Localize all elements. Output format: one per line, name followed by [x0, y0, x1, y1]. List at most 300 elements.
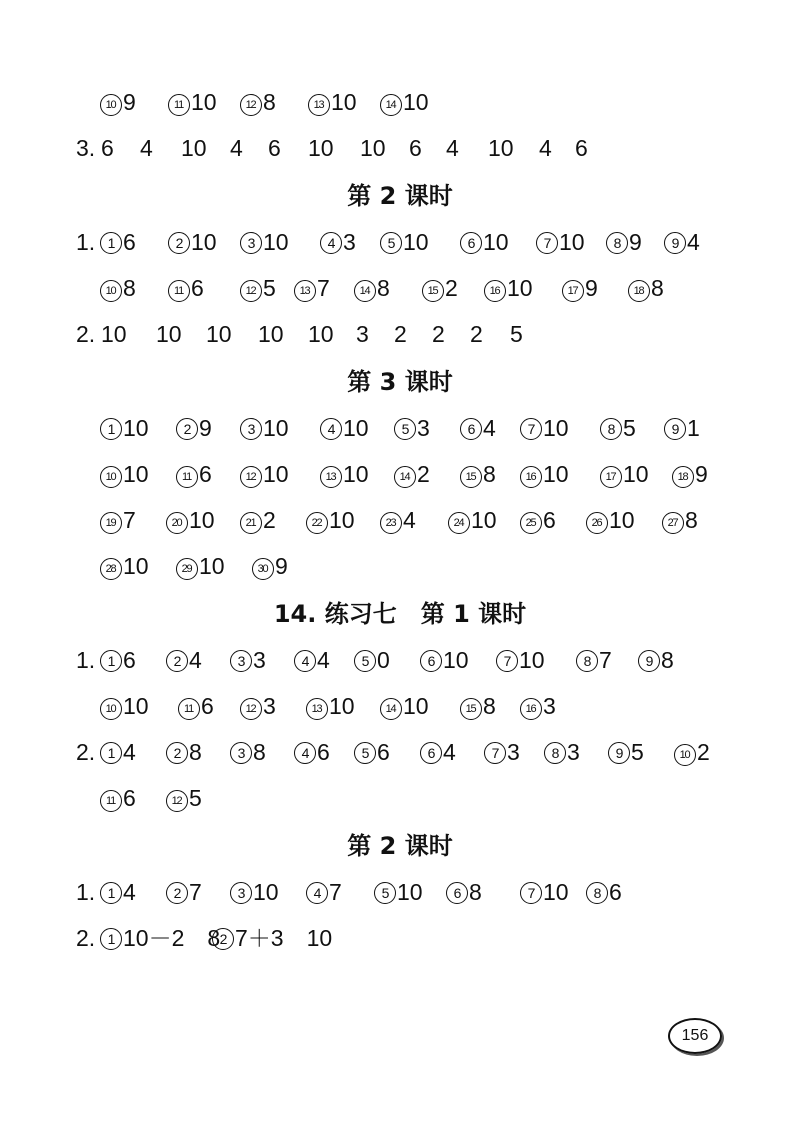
answer-value: 10	[623, 461, 649, 487]
circled-number: 22	[306, 512, 328, 534]
question-number: 2.	[76, 925, 96, 951]
answer-value: 10	[403, 89, 429, 115]
answer-item	[394, 410, 430, 446]
answer-value: 1	[687, 415, 700, 441]
answer-value: 10	[123, 553, 149, 579]
answer-item	[100, 456, 149, 492]
answer-value: 10	[343, 461, 369, 487]
circled-number: 21	[240, 512, 262, 534]
answer-value: 9	[199, 415, 212, 441]
answer-item	[240, 410, 289, 446]
answer-value: 4	[446, 135, 459, 161]
circled-number: 15	[460, 466, 482, 488]
circled-number: 4	[320, 418, 342, 440]
answer-value: 6	[123, 647, 136, 673]
question-number: 2.	[76, 739, 96, 765]
circled-number: 2	[166, 742, 188, 764]
answer-value: 10－2 8	[123, 925, 221, 951]
circled-number: 5	[380, 232, 402, 254]
answer-value: 8	[377, 275, 390, 301]
circled-number: 9	[664, 232, 686, 254]
answer-item	[380, 224, 429, 260]
answer-value: 7	[329, 879, 342, 905]
answer-value: 3	[263, 693, 276, 719]
answer-item	[100, 224, 136, 260]
answer-item	[576, 642, 612, 678]
answer-value: 10	[101, 321, 127, 347]
answer-value: 3	[253, 647, 266, 673]
answer-item	[608, 734, 644, 770]
answer-value: 10	[199, 553, 225, 579]
answer-item	[420, 734, 456, 770]
answer-item	[460, 456, 496, 492]
answer-value: 2	[394, 321, 407, 347]
answer-value: 10	[360, 135, 386, 161]
answer-value: 5	[623, 415, 636, 441]
answer-value: 2	[432, 321, 445, 347]
answer-item	[240, 270, 276, 306]
answer-item	[100, 734, 136, 770]
answer-item	[212, 920, 332, 956]
answer-value: 10	[181, 135, 207, 161]
circled-number: 16	[484, 280, 506, 302]
answer-item	[354, 642, 390, 678]
circled-number: 10	[100, 698, 122, 720]
answer-item	[100, 502, 136, 538]
circled-number: 16	[520, 698, 542, 720]
answer-value: 6	[268, 135, 281, 161]
answer-value: 9	[585, 275, 598, 301]
circled-number: 4	[294, 742, 316, 764]
circled-number: 6	[460, 232, 482, 254]
answer-item	[100, 874, 136, 910]
circled-number: 12	[240, 698, 262, 720]
page-number-badge: 156	[668, 1018, 722, 1054]
answer-item	[100, 688, 149, 724]
answer-value: 4	[539, 135, 552, 161]
circled-number: 2	[176, 418, 198, 440]
circled-number: 5	[394, 418, 416, 440]
answer-item	[294, 642, 330, 678]
question-number: 1.	[76, 647, 96, 673]
answer-value: 8	[651, 275, 664, 301]
answer-value: 10	[191, 89, 217, 115]
circled-number: 1	[100, 928, 122, 950]
circled-number: 1	[100, 882, 122, 904]
answer-value: 8	[661, 647, 674, 673]
circled-number: 5	[354, 650, 376, 672]
circled-number: 7	[520, 882, 542, 904]
answer-value: 10	[308, 135, 334, 161]
circled-number: 14	[380, 698, 402, 720]
answer-item	[240, 456, 289, 492]
section-heading: 第 2 课时	[347, 832, 453, 860]
circled-number: 19	[100, 512, 122, 534]
answer-item	[354, 270, 390, 306]
circled-number: 6	[446, 882, 468, 904]
answer-value: 9	[123, 89, 136, 115]
answer-item	[520, 502, 556, 538]
circled-number: 2	[166, 650, 188, 672]
answer-item	[536, 224, 585, 260]
answer-item	[320, 224, 356, 260]
answer-value: 9	[629, 229, 642, 255]
circled-number: 17	[600, 466, 622, 488]
answer-value: 10	[443, 647, 469, 673]
answer-value: 10	[507, 275, 533, 301]
circled-number: 12	[240, 466, 262, 488]
answer-value: 9	[695, 461, 708, 487]
answer-value: 10	[403, 229, 429, 255]
answer-value: 6	[377, 739, 390, 765]
answer-item	[520, 688, 556, 724]
answer-item	[520, 874, 569, 910]
answer-value: 5	[189, 785, 202, 811]
answer-item	[176, 456, 212, 492]
answer-value: 10	[543, 415, 569, 441]
circled-number: 13	[320, 466, 342, 488]
answer-value: 10	[543, 461, 569, 487]
circled-number: 3	[230, 650, 252, 672]
section-heading: 第 2 课时	[347, 182, 453, 210]
answer-value: 10	[156, 321, 182, 347]
answer-value: 10	[483, 229, 509, 255]
circled-number: 9	[638, 650, 660, 672]
answer-item	[168, 270, 204, 306]
answer-item	[294, 734, 330, 770]
answer-item	[520, 456, 569, 492]
circled-number: 8	[600, 418, 622, 440]
answer-value: 10	[543, 879, 569, 905]
answer-value: 6	[409, 135, 422, 161]
circled-number: 3	[230, 882, 252, 904]
circled-number: 6	[460, 418, 482, 440]
answer-value: 10	[308, 321, 334, 347]
circled-number: 12	[240, 94, 262, 116]
answer-value: 10	[263, 229, 289, 255]
question-number: 1.	[76, 229, 96, 255]
circled-number: 9	[664, 418, 686, 440]
answer-value: 6	[101, 135, 114, 161]
circled-number: 8	[544, 742, 566, 764]
circled-number: 3	[240, 418, 262, 440]
answer-value: 8	[123, 275, 136, 301]
answer-item	[230, 734, 266, 770]
circled-number: 7	[520, 418, 542, 440]
answer-item	[380, 688, 429, 724]
answer-value: 10	[519, 647, 545, 673]
circled-number: 18	[672, 466, 694, 488]
answer-value: 4	[230, 135, 243, 161]
answer-value: 2	[470, 321, 483, 347]
circled-number: 18	[628, 280, 650, 302]
circled-number: 13	[294, 280, 316, 302]
answer-value: 4	[189, 647, 202, 673]
answer-value: 2	[697, 739, 710, 765]
circled-number: 17	[562, 280, 584, 302]
answer-item	[460, 410, 496, 446]
circled-number: 2	[168, 232, 190, 254]
question-number: 1.	[76, 879, 96, 905]
answer-value: 5	[510, 321, 523, 347]
answer-value: 4	[123, 739, 136, 765]
circled-number: 7	[496, 650, 518, 672]
answer-value: 7	[317, 275, 330, 301]
circled-number: 11	[178, 698, 200, 720]
circled-number: 20	[166, 512, 188, 534]
answer-item	[176, 410, 212, 446]
answer-item	[520, 410, 569, 446]
answer-value: 10	[343, 415, 369, 441]
answer-value: 10	[263, 415, 289, 441]
answer-item	[240, 502, 276, 538]
circled-number: 1	[100, 232, 122, 254]
answer-value: 6	[543, 507, 556, 533]
answer-item	[606, 224, 642, 260]
circled-number: 8	[606, 232, 628, 254]
answer-item	[354, 734, 390, 770]
answer-value: 4	[403, 507, 416, 533]
circled-number: 23	[380, 512, 402, 534]
answer-value: 8	[189, 739, 202, 765]
answer-item	[562, 270, 598, 306]
circled-number: 27	[662, 512, 684, 534]
circled-number: 16	[520, 466, 542, 488]
answer-item	[600, 456, 649, 492]
section-heading: 第 3 课时	[347, 368, 453, 396]
answer-item	[674, 734, 710, 770]
answer-item	[176, 548, 225, 584]
circled-number: 14	[354, 280, 376, 302]
answer-value: 2	[445, 275, 458, 301]
circled-number: 1	[100, 650, 122, 672]
answer-item	[252, 548, 288, 584]
circled-number: 10	[100, 280, 122, 302]
circled-number: 5	[374, 882, 396, 904]
answer-item	[586, 502, 635, 538]
answer-item	[306, 502, 355, 538]
circled-number: 28	[100, 558, 122, 580]
answer-value: 10	[403, 693, 429, 719]
answer-value: 10	[123, 461, 149, 487]
answer-value: 4	[317, 647, 330, 673]
section-heading: 14. 练习七 第 1 课时	[273, 600, 527, 628]
circled-number: 8	[586, 882, 608, 904]
circled-number: 14	[394, 466, 416, 488]
answer-item	[230, 874, 279, 910]
answer-value: 3	[356, 321, 369, 347]
answer-item	[178, 688, 214, 724]
answer-item	[496, 642, 545, 678]
answer-value: 6	[191, 275, 204, 301]
answer-value: 4	[483, 415, 496, 441]
answer-item	[544, 734, 580, 770]
answer-value: 0	[377, 647, 390, 673]
circled-number: 1	[100, 418, 122, 440]
circled-number: 11	[100, 790, 122, 812]
answer-value: 10	[123, 415, 149, 441]
answer-item	[230, 642, 266, 678]
answer-item	[394, 456, 430, 492]
answer-item	[166, 780, 202, 816]
answer-value: 10	[559, 229, 585, 255]
answer-value: 3	[507, 739, 520, 765]
answer-item	[448, 502, 497, 538]
circled-number: 13	[306, 698, 328, 720]
answer-item	[664, 410, 700, 446]
answer-value: 2	[263, 507, 276, 533]
answer-item	[446, 874, 482, 910]
question-number: 2.	[76, 321, 96, 347]
answer-value: 5	[631, 739, 644, 765]
answer-value: 6	[317, 739, 330, 765]
circled-number: 24	[448, 512, 470, 534]
answer-item	[100, 410, 149, 446]
answer-value: 10	[189, 507, 215, 533]
answer-value: 10	[471, 507, 497, 533]
circled-number: 12	[166, 790, 188, 812]
answer-value: 8	[263, 89, 276, 115]
circled-number: 14	[380, 94, 402, 116]
circled-number: 11	[168, 94, 190, 116]
answer-item	[374, 874, 423, 910]
answer-value: 6	[123, 229, 136, 255]
answer-value: 7	[189, 879, 202, 905]
answer-value: 10	[206, 321, 232, 347]
answer-item	[320, 456, 369, 492]
answer-item	[672, 456, 708, 492]
answer-value: 2	[417, 461, 430, 487]
circled-number: 12	[240, 280, 262, 302]
answer-item	[166, 502, 215, 538]
circled-number: 4	[294, 650, 316, 672]
answer-value: 3	[343, 229, 356, 255]
circled-number: 11	[168, 280, 190, 302]
answer-item	[308, 84, 357, 120]
answer-value: 10	[397, 879, 423, 905]
answer-value: 6	[575, 135, 588, 161]
answer-value: 10	[488, 135, 514, 161]
circled-number: 8	[576, 650, 598, 672]
answer-item	[484, 270, 533, 306]
answer-item	[166, 642, 202, 678]
circled-number: 15	[422, 280, 444, 302]
answer-value: 10	[258, 321, 284, 347]
answer-value: 8	[469, 879, 482, 905]
answer-value: 7	[123, 507, 136, 533]
answer-item	[100, 84, 136, 120]
answer-value: 10	[609, 507, 635, 533]
circled-number: 4	[306, 882, 328, 904]
circled-number: 26	[586, 512, 608, 534]
answer-item	[628, 270, 664, 306]
answer-item	[420, 642, 469, 678]
answer-value: 7＋3 10	[235, 925, 333, 951]
answer-value: 6	[201, 693, 214, 719]
answer-item	[240, 84, 276, 120]
answer-item	[484, 734, 520, 770]
answer-item	[460, 688, 496, 724]
answer-item	[306, 688, 355, 724]
answer-item	[586, 874, 622, 910]
answer-item	[380, 502, 416, 538]
answer-item	[662, 502, 698, 538]
answer-item	[294, 270, 330, 306]
answer-value: 4	[123, 879, 136, 905]
answer-item	[306, 874, 342, 910]
circled-number: 29	[176, 558, 198, 580]
answer-value: 4	[687, 229, 700, 255]
answer-item	[600, 410, 636, 446]
answer-item	[460, 224, 509, 260]
circled-number: 3	[240, 232, 262, 254]
circled-number: 5	[354, 742, 376, 764]
answer-item	[166, 734, 202, 770]
answer-value: 10	[329, 507, 355, 533]
circled-number: 25	[520, 512, 542, 534]
circled-number: 3	[230, 742, 252, 764]
answer-value: 3	[543, 693, 556, 719]
circled-number: 10	[674, 744, 696, 766]
answer-item	[168, 224, 217, 260]
answer-item	[240, 688, 276, 724]
circled-number: 10	[100, 466, 122, 488]
circled-number: 9	[608, 742, 630, 764]
answer-item	[664, 224, 700, 260]
answer-value: 10	[191, 229, 217, 255]
answer-value: 3	[417, 415, 430, 441]
answer-item	[100, 780, 136, 816]
circled-number: 7	[536, 232, 558, 254]
circled-number: 2	[212, 928, 234, 950]
answer-value: 6	[609, 879, 622, 905]
answer-item	[240, 224, 289, 260]
answer-value: 3	[567, 739, 580, 765]
circled-number: 30	[252, 558, 274, 580]
answer-value: 8	[253, 739, 266, 765]
circled-number: 4	[320, 232, 342, 254]
answer-item	[638, 642, 674, 678]
answer-value: 6	[199, 461, 212, 487]
answer-value: 10	[123, 693, 149, 719]
answer-value: 5	[263, 275, 276, 301]
question-number: 3.	[76, 135, 96, 161]
answer-value: 4	[443, 739, 456, 765]
answer-value: 7	[599, 647, 612, 673]
answer-value: 10	[253, 879, 279, 905]
answer-value: 8	[685, 507, 698, 533]
circled-number: 11	[176, 466, 198, 488]
circled-number: 13	[308, 94, 330, 116]
answer-item	[380, 84, 429, 120]
circled-number: 7	[484, 742, 506, 764]
answer-item	[168, 84, 217, 120]
answer-value: 10	[263, 461, 289, 487]
answer-value: 6	[123, 785, 136, 811]
circled-number: 6	[420, 742, 442, 764]
answer-value: 10	[331, 89, 357, 115]
answer-item	[100, 548, 149, 584]
answer-value: 10	[329, 693, 355, 719]
answer-item	[100, 920, 220, 956]
answer-item	[422, 270, 458, 306]
circled-number: 6	[420, 650, 442, 672]
circled-number: 15	[460, 698, 482, 720]
answer-value: 8	[483, 693, 496, 719]
answer-value: 8	[483, 461, 496, 487]
answer-item	[100, 270, 136, 306]
answer-item	[166, 874, 202, 910]
